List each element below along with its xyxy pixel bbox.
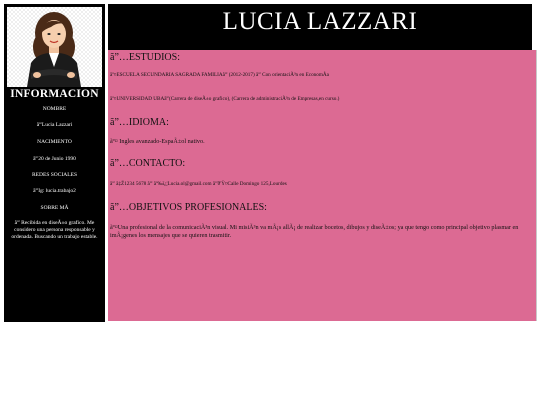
idioma-line-1: ãº¤ Ingles avanzado-EspaÃ±ol nativo. bbox=[110, 138, 205, 145]
sobre-label: SOBRE MÃ bbox=[40, 205, 69, 211]
header bbox=[108, 4, 532, 50]
nacimiento-label: NACIMIENTO bbox=[37, 139, 72, 145]
main-content bbox=[108, 50, 537, 321]
estudios-heading: ã”…ESTUDIOS: bbox=[110, 52, 180, 63]
estudios-line-1: ãº¤ESCUELA SECUNDARIA SAGRADA FAMILIAãº' (2012-2017) ãº' Con orientaciÃ³n en EconomÃa bbox=[110, 72, 329, 78]
nacimiento-value: ãº'20 de Junio 1990 bbox=[33, 156, 76, 162]
nombre-value: ãº'Lucia Lazzari bbox=[36, 122, 73, 128]
objetivos-heading: ã”…OBJETIVOS PROFESIONALES: bbox=[110, 202, 267, 213]
sidebar bbox=[4, 4, 105, 322]
idioma-heading: ã”…IDIOMA: bbox=[110, 117, 169, 128]
objetivos-line-1: ãº¤Una profesional de la comunicaciÃ³n visual. Mi misiÃ³n va mÃ¡s allÃ¡ de realizar bocetos, dibujos y diseÃ±os; ya que tengo como principal objetivo plasmar en imÃ¡genes los mensajes que se quieren trasmitir. bbox=[110, 224, 519, 239]
sidebar-title: INFORMACION bbox=[10, 88, 99, 100]
contacto-line-1: ãº' ã‡Ž1234 5678 ãº' ãº‰ï¿¦Lucia.ol@gmail.com ãº'ð'Ÿ¤Calle Domingo 125,Lourdes bbox=[110, 181, 287, 187]
nombre-label: NOMBRE bbox=[42, 106, 67, 112]
contacto-heading: ã”…CONTACTO: bbox=[110, 158, 186, 169]
page-title: LUCIA LAZZARI bbox=[222, 8, 418, 35]
profile-photo bbox=[7, 7, 102, 87]
estudios-line-2: ãº¤UNIVERSIDAD UBAãº'(Carrera de diseÃ±o grafico), (Carrera de administraciÃ³n de Empresas,en curso.) bbox=[110, 96, 340, 102]
sobre-value: ãº' Recibida en diseÃ±o grafico. Me considero una persona responsable y ordenada. Buscando un trabajo estable. bbox=[11, 220, 98, 240]
redes-value: ãº'Ig: lucia.trabajo2 bbox=[33, 188, 76, 194]
woman-avatar-icon bbox=[7, 7, 102, 87]
redes-label: REDES SOCIALES bbox=[31, 172, 78, 178]
